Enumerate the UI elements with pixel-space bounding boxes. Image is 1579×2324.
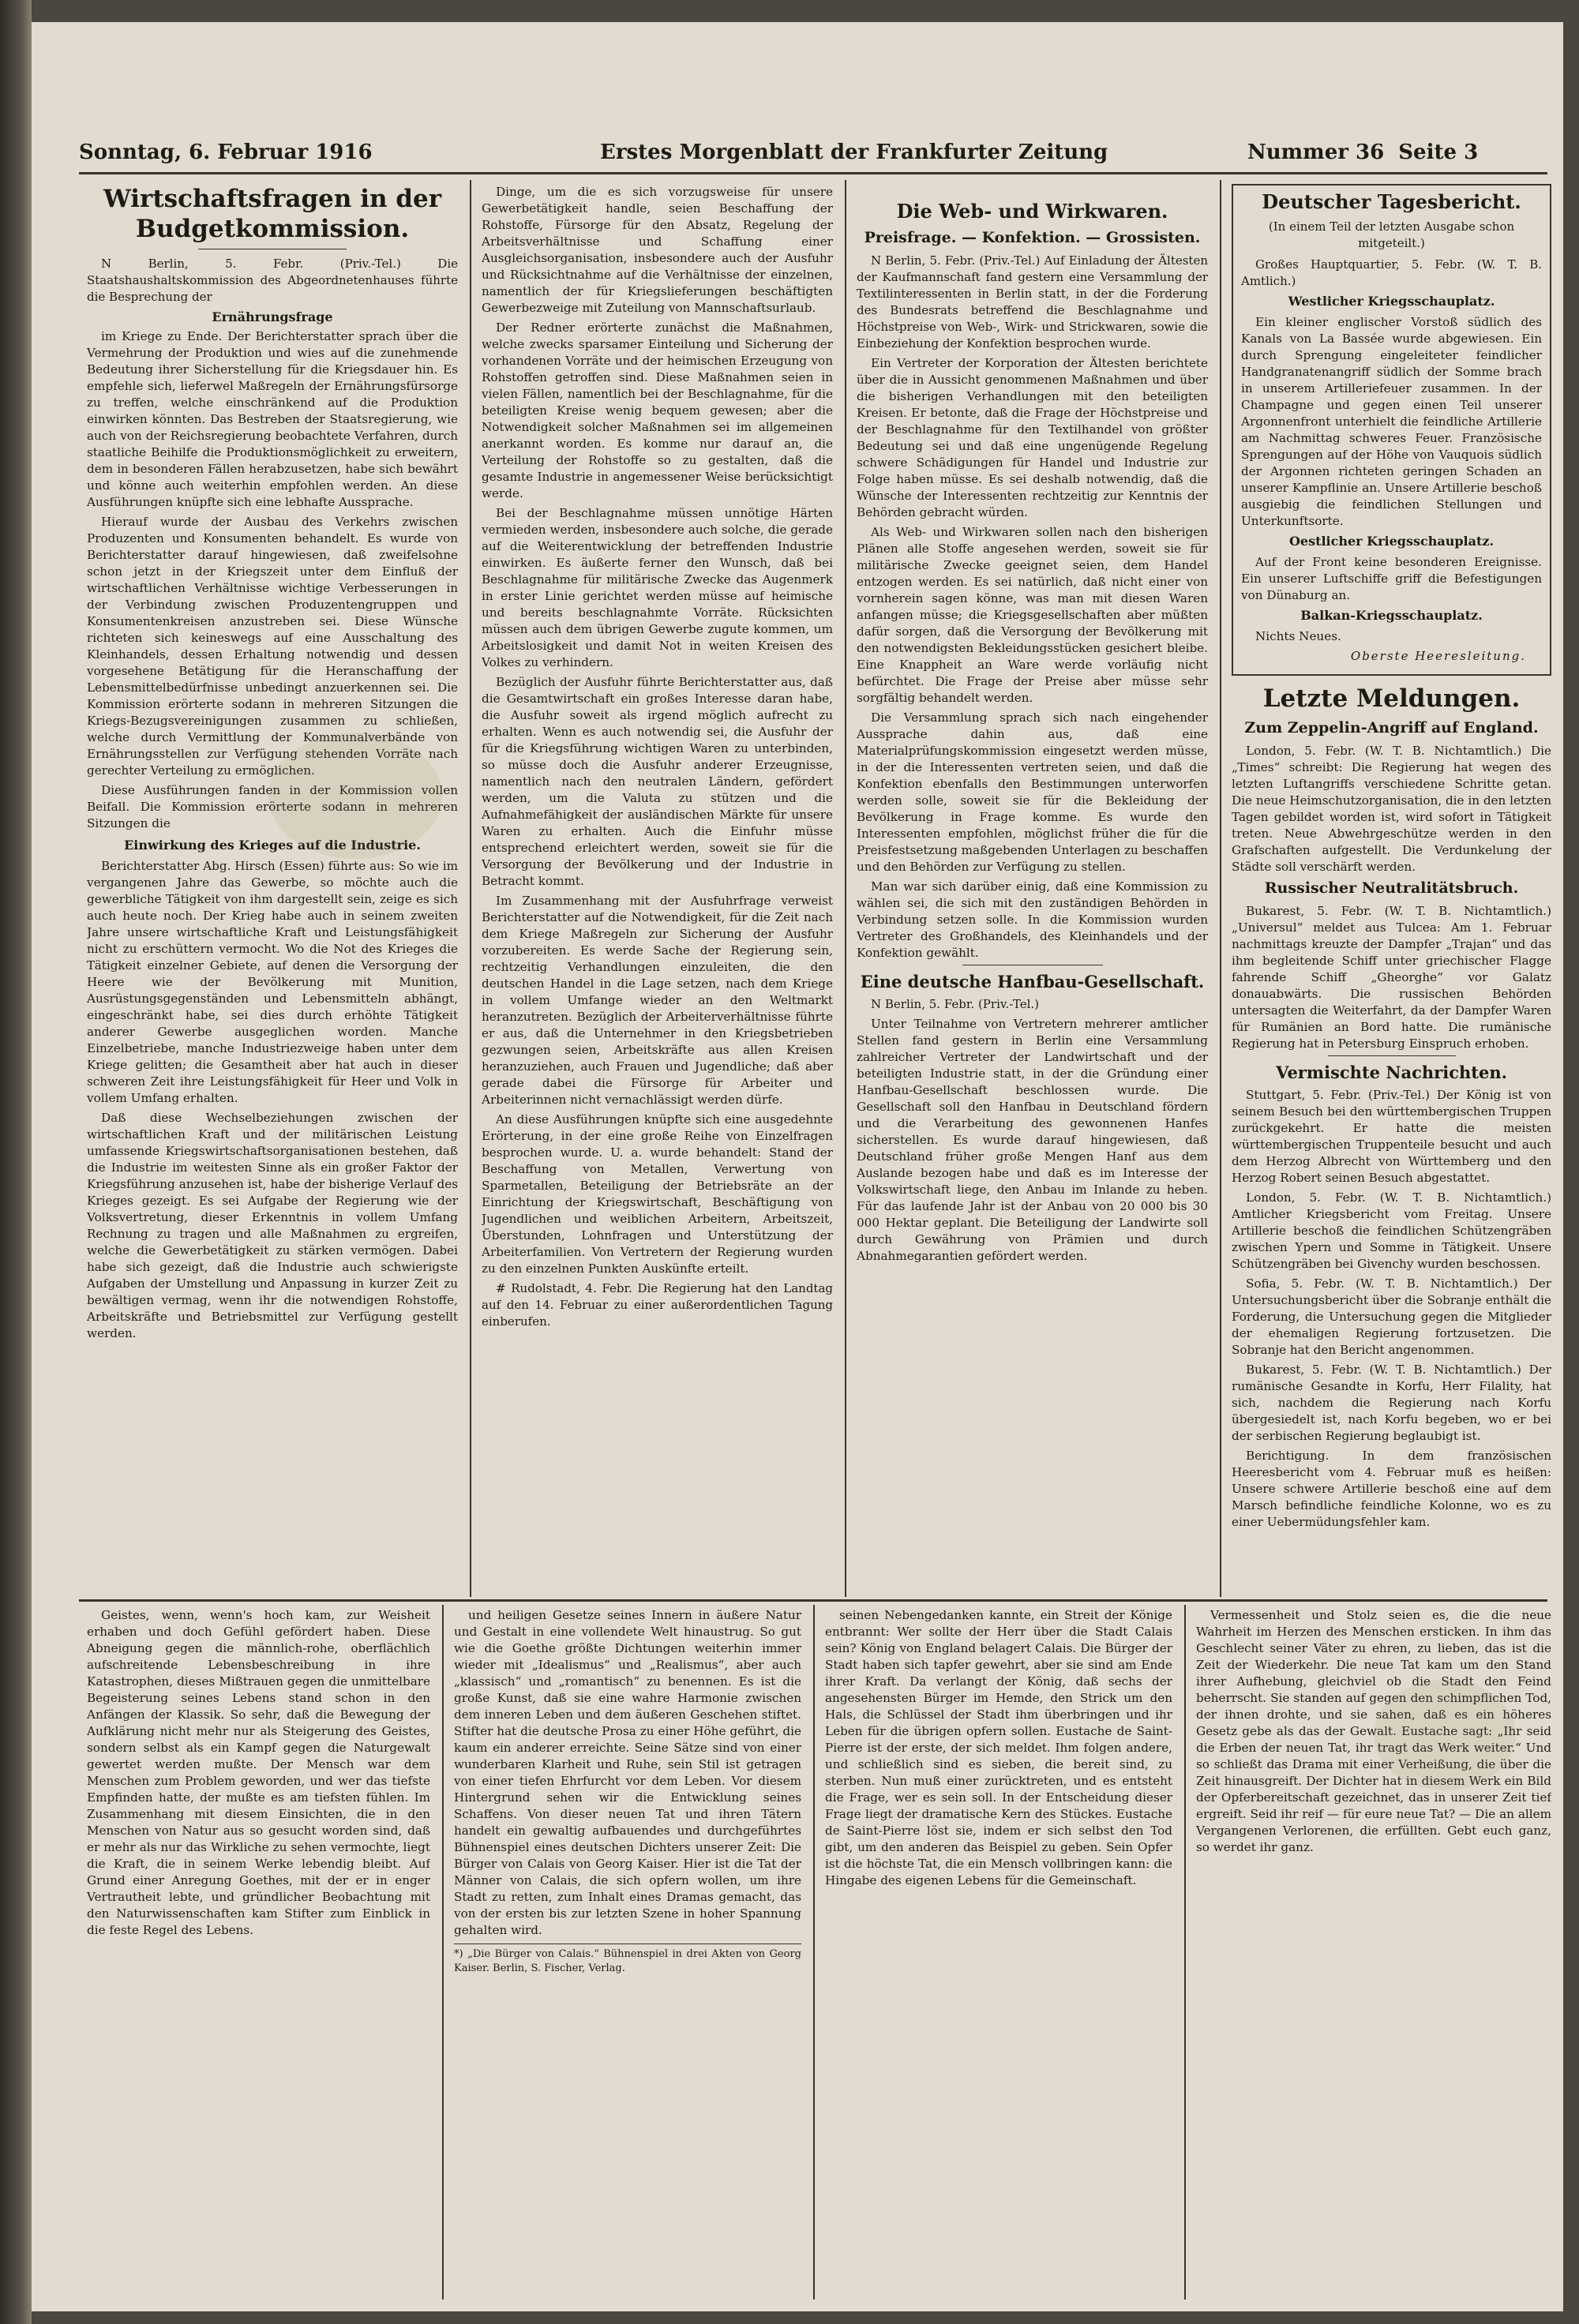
paragraph: Als Web- und Wirkwaren sollen nach den bisherigen Plänen alle Stoffe angesehen werden, soweit sie für militärische Zwecke geeignet seien, dem Handel entzogen werden. Es sei natürlich, daß nicht einer von vornherein sagen könne, was man mit diesen Waren anfangen müsse; die Kriegsgesellschaften aber müßten dafür sorgen, daß die Versorgung der Bevölkerung mit den notwendigsten Bekleidungsstücken gesichert bleibe. Eine Knappheit an Ware werde vorläufig nicht befürchtet. Die Frage der Preise aber müsse sehr sorgfältig behandelt werden. <box>857 525 1208 705</box>
column-divider-2 <box>845 180 846 1597</box>
paragraph: Vermessenheit und Stolz seien es, die die neue Wahrheit im Herzen des Menschen ersticken. In ihm das Geschlecht seiner Väter zu ehren, zu lieben, das ist die Zeit der Wiederkehr. Die neue Tat kam um den Stand ihrer Aufhebung, gleichviel ob die Stadt den Feind beherrscht. Sie standen auf gegen den schimpflichen Tod, der ihnen drohte, und sie sahen, daß es ein höheres Gesetz gebe als das der Gewalt. Eustache sagt: „Ihr seid die Erben der neuen Tat, ihr tragt das Werk weiter.“ Und so schließt das Drama mit einer Verheißung, die über die Zeit hinausgreift. Der Dichter hat in diesem Werk ein Bild der Opferbereitschaft gezeichnet, das in unserer Zeit tief ergreift. Seid ihr reif — für eure neue Tat? — Die an allem Vergangenen Verlorenen, die erfüllten. Gebt euch ganz, so werdet ihr ganz. <box>1196 1608 1551 1854</box>
paragraph: Hierauf wurde der Ausbau des Verkehrs zwischen Produzenten und Konsumenten behandelt. Es wurde von Berichterstatter darauf hingewiesen, daß zweifelsohne schon jetzt in der Kriegszeit unter dem Einfluß der wirtschaftlichen Verhältnisse wichtige Verbesserungen in der Verbindung zwischen Produzentengruppen und Konsumentenkreisen anzustreben sei. Diese Wünsche richteten sich keineswegs auf eine Ausschaltung des Kleinhandels, dessen Erhaltung notwendig und dessen vorgesehene Betätigung für die Heranschaffung der Lebensmittelbedürfnisse unbedingt anzuerkennen sei. Die Kommission erörterte sodann in mehreren Sitzungen die Kriegs-Bezugsvereinigungen zusammen zu schließen, welche durch Vermittlung der Kommunalverbände von Ernährungsstellen zur Verfügung stehenden Vorräte nach gerechter Verteilung zu ermöglichen. <box>87 515 458 778</box>
article-subtitle: Preisfrage. — Konfektion. — Grossisten. <box>864 229 1201 246</box>
paragraph: Diese Ausführungen fanden in der Kommission vollen Beifall. Die Kommission erörterte sodann in mehreren Sitzungen die <box>87 783 458 830</box>
paragraph: London, 5. Febr. (W. T. B. Nichtamtlich.) Amtlicher Kriegsbericht vom Freitag. Unsere Artillerie beschoß die feindlichen Schützengräben zwischen Ypern und Somme in Tätigkeit. Unsere Schützengräben bei Givenchy wurden beschossen. <box>1232 1190 1551 1271</box>
article-title: Letzte Meldungen. <box>1262 684 1521 713</box>
header-rule <box>79 172 1547 174</box>
paragraph: und heiligen Gesetze seines Innern in äußere Natur und Gestalt in eine vollendete Welt hinaustrug. So gut wie die Goethe größte Dichtungen weiterhin immer wieder mit „Idealismus“ und „Realismus“, aber auch „klassisch“ und „romantisch“ zu benennen. Es ist die große Kunst, daß sie eine wahre Harmonie zwischen dem inneren Leben und dem äußeren Geschehen stiftet. Stifter hat die deutsche Prosa zu einer Höhe geführt, die kaum ein anderer erreichte. Seine Sätze sind von einer wunderbaren Klarheit und Ruhe, sein Stil ist getragen von einer tiefen Ehrfurcht vor dem Leben. Vor diesem Hintergrund sehen wir die Entwicklung seines Schaffens. Von dieser neuen Tat und ihren Tätern handelt ein gewaltig aufbauendes und durchgeführtes Bühnenspiel eines deutschen Dichters unserer Zeit: Die Bürger von Calais von Georg Kaiser. Hier ist die Tat der Männer von Calais, die sich opfern wollen, um ihre Stadt zu retten, zum Inhalt eines Dramas gemacht, das von der ersten bis zur letzten Szene in hoher Spannung gehalten wird. <box>454 1608 801 1937</box>
feuilleton-column-3 <box>825 1607 1172 2298</box>
section-heading: Balkan-Kriegsschauplatz. <box>1300 608 1483 623</box>
paragraph: Geistes, wenn, wenn's hoch kam, zur Weisheit erhaben und doch Gefühl gefördert haben. Diese Abneigung gegen die männlich-rohe, oberflächlich aufschreitende Lebensbeschreibung in ihre Katastrophen, dieses Mißtrauen gegen die unmittelbare Begeisterung seines Lebens stand schon in den Anfängen der Klassik. So sehr, daß die Bewegung der Aufklärung nicht mehr nur als Steigerung des Geistes, sondern selbst als ein Kampf gegen die Naturgewalt gewertet werden mußte. Der Mensch war dem Menschen zum Problem geworden, und wer das tiefste Empfinden hatte, der mußte es am tiefsten fühlen. Im Zusammenhang mit diesem Einsichten, die in den Menschen von Natur aus so gesucht worden sind, daß er mehr als nur das Wirkliche zu sehen vermochte, liegt die Kraft, die in seinem Werke lebendig bleibt. Auf Grund einer Anregung Goethes, mit der er in enger Vertrautheit lebte, und gründlicher Beobachtung mit den Naturwissenschaften kam Stifter zum Einblick in die feste Regel des Lebens. <box>87 1608 430 1937</box>
section-heading: Russischer Neutralitätsbruch. <box>1264 879 1519 897</box>
article-continuation <box>482 184 833 1593</box>
feuilleton-column-2 <box>454 1607 801 2298</box>
paragraph: Sofia, 5. Febr. (W. T. B. Nichtamtlich.) Der Untersuchungsbericht über die Sobranje enthält die Forderung, die Untersuchung gegen die Mitglieder der ehemaligen Regierung fortzusetzen. Die Sobranje hat den Bericht angenommen. <box>1232 1276 1551 1357</box>
paragraph: Stuttgart, 5. Febr. (Priv.-Tel.) Der König ist von seinem Besuch bei den württembergischen Truppen zurückgekehrt. Er hatte die meisten württembergischen Truppenteile besucht und auch dem Herzog Albrecht von Württemberg und den Herzog Robert seinen Besuch abgestattet. <box>1232 1088 1551 1185</box>
paragraph: Nichts Neues. <box>1255 629 1341 643</box>
section-heading: Westlicher Kriegsschauplatz. <box>1288 294 1495 309</box>
binding-spine <box>0 0 32 2324</box>
footnote: *) „Die Bürger von Calais.“ Bühnenspiel in drei Akten von Georg Kaiser. Berlin, S. Fischer, Verlag. <box>454 1944 801 1976</box>
column-divider-1 <box>470 180 471 1597</box>
header-date: Sonntag, 6. Februar 1916 <box>79 141 373 164</box>
dateline: # Rudolstadt, 4. Febr. Die Regierung hat den Landtag auf den 14. Februar zu einer außerordentlichen Tagung einberufen. <box>482 1281 833 1329</box>
header-masthead: Erstes Morgenblatt der Frankfurter Zeitung <box>600 141 1108 164</box>
dateline: N Berlin, 5. Febr. (Priv.-Tel.) <box>871 997 1040 1011</box>
newspaper-page <box>32 22 1563 2311</box>
article-subtitle: Zum Zeppelin-Angriff auf England. <box>1244 719 1539 737</box>
issue-number: Nummer 36 <box>1247 141 1385 164</box>
dateline: N Berlin, 5. Febr. (Priv.-Tel.) Die Staatshaushaltskommission des Abgeordnetenhauses führte die Besprechung der <box>87 257 458 304</box>
article-title: Vermischte Nachrichten. <box>1276 1063 1507 1082</box>
paragraph: London, 5. Febr. (W. T. B. Nichtamtlich.) Die „Times“ schreibt: Die Regierung hat wegen des letzten Luftangriffs verschiedene Schritte getan. Die neue Heimschutzorganisation, die in den letzten Tagen gebildet worden ist, wird sofort in Tätigkeit treten. Neue Abwehrgeschütze werden in den Grafschaften aufgestellt. Die Verdunkelung der Städte soll verschärft werden. <box>1232 744 1551 874</box>
section-heading: Ernährungsfrage <box>212 309 333 324</box>
dateline: N Berlin, 5. Febr. (Priv.-Tel.) Auf Einladung der Ältesten der Kaufmannschaft fand gestern eine Versammlung der Textilinteressenten in Berlin statt, in der die Forderung des Bundesrats betreffend die Beschlagnahme und Höchstpreise von Web-, Wirk- und Strickwaren, sowie die Einbeziehung der Konfektion besprochen wurde. <box>857 253 1208 350</box>
paragraph: Berichtigung. In dem französischen Heeresbericht vom 4. Februar muß es heißen: Unsere schwere Artillerie beschoß eine auf dem Marsch befindliche feindliche Kolonne, wo es zu einer Uebermüdungsfehler kam. <box>1232 1449 1551 1529</box>
headline-divider <box>1328 1055 1456 1056</box>
tagesbericht-box <box>1232 184 1551 676</box>
paragraph: Bukarest, 5. Febr. (W. T. B. Nichtamtlich.) „Universul“ meldet aus Tulcea: Am 1. Februar nachmittags kreuzte der Dampfer „Trajan“ und das ihm begleitende Schiff unter griechischer Flagge fahrende Schiff „Gheorghe“ vor Galatz donauabwärts. Die russischen Behörden untersagten die Weiterfahrt, da der Dampfer Waren für Rumänien an Bord hatte. Die rumänische Regierung hat in Petersburg Einspruch erhoben. <box>1232 904 1551 1051</box>
article-budgetkommission <box>87 184 458 1593</box>
dateline: Großes Hauptquartier, 5. Febr. (W. T. B. Amtlich.) <box>1241 257 1542 288</box>
column-divider-3 <box>1220 180 1221 1597</box>
article-subtitle: (In einem Teil der letzten Ausgabe schon mitgeteilt.) <box>1268 219 1515 250</box>
paragraph: Dinge, um die es sich vorzugsweise für unsere Gewerbetätigkeit handle, seien Beschaffung der Rohstoffe, Fürsorge für den Absatz, Regelung der Arbeitsverhältnisse und Schaffung einer Ausgleichsorganisation, insbesondere auch der Ausfuhr und Rücksichtnahme auf die Verhältnisse der einzelnen, namentlich der für Kriegslieferungen beschäftigten Gewerbezweige mit Zuteilung von Mannschaftsurlaub. <box>482 185 833 315</box>
paragraph: Bei der Beschlagnahme müssen unnötige Härten vermieden werden, insbesondere auch solche, die gerade auf die Weiterentwicklung der betreffenden Industrie einwirken. Es äußerte ferner den Wunsch, daß bei Beschlagnahme für militärische Zwecke das Augenmerk in erster Linie gerichtet werden müsse auf heimische und bereits beschlagnahmte Vorräte. Rücksichten müssen auch dem übrigen Gewerbe zugute kommen, um Arbeitslosigkeit und damit Not in weiten Kreisen des Volkes zu verhindern. <box>482 506 833 669</box>
feuilleton-rule <box>79 1599 1547 1602</box>
paragraph: Man war sich darüber einig, daß eine Kommission zu wählen sei, die sich mit den zuständigen Behörden in Verbindung setzen solle. In die Kommission wurden Vertreter des Großhandels, des Kleinhandels und der Konfektion gewählt. <box>857 879 1208 960</box>
paragraph: Ein kleiner englischer Vorstoß südlich des Kanals von La Bassée wurde abgewiesen. Ein durch Sprengung eingeleiteter feindlicher Handgranatenangriff südlich der Somme brach in unserem Artilleriefeuer zusammen. In der Champagne und gegen einen Teil unserer Argonnenfront unterhielt die feindliche Artillerie am Nachmittag schweres Feuer. Französische Sprengungen auf der Höhe von Vauquois südlich der Argonnen richteten geringen Schaden an unserer Kampflinie an. Unsere Artillerie beschoß ausgiebig die feindlichen Stellungen und Unterkunftsorte. <box>1241 315 1542 528</box>
paragraph: im Kriege zu Ende. Der Berichterstatter sprach über die Vermehrung der Produktion und wies auf die zunehmende Bedeutung ihrer Sicherstellung für die Kriegsdauer hin. Es empfehle sich, lieferwel Maßregeln der Ernährungsfürsorge zu treffen, welche einschränkend auf die Produktion einwirken könnten. Das Bestreben der Staatsregierung, wie auch von der Reichsregierung beobachtete Verfahren, durch staatliche Beihilfe die Produktionsmöglichkeit zu erweitern, dem in besonderen Fällen herabzusetzen, habe sich bewährt und könne auch weiterhin empfohlen werden. An diese Ausführungen knüpfte sich eine lebhafte Aussprache. <box>87 329 458 509</box>
paragraph: seinen Nebengedanken kannte, ein Streit der Könige entbrannt: Wer sollte der Herr über die Stadt Calais sein? König von England belagert Calais. Die Bürger der Stadt haben sich tapfer gewehrt, aber sie sind am Ende ihrer Kraft. Da verlangt der König, daß sechs der angesehensten Bürger im Hemde, den Strick um den Hals, die Schlüssel der Stadt ihm überbringen und ihr Leben für die übrigen opfern sollen. Eustache de Saint-Pierre ist der erste, der sich meldet. Ihm folgen andere, und schließlich sind es sieben, die bereit sind, zu sterben. Nun muß einer zurücktreten, und es entsteht die Frage, wer es sein soll. In der Entscheidung dieser Frage liegt der dramatische Kern des Stückes. Eustache de Saint-Pierre löst sie, indem er sich selbst den Tod gibt, um den anderen das Beispiel zu geben. Sein Opfer ist die höchste Tat, die ein Mensch vollbringen kann: die Hingabe des eigenen Lebens für die Gemeinschaft. <box>825 1608 1172 1887</box>
paragraph: Der Redner erörterte zunächst die Maßnahmen, welche zwecks sparsamer Einteilung und Sicherung der vorhandenen Vorräte und der heimischen Erzeugung von Rohstoffen getroffen sind. Diese Maßnahmen seien in vielen Fällen, namentlich bei der Beschlagnahme, für die beteiligten Kreise wenig bequem gewesen; aber die Notwendigkeit solcher Maßnahmen sei im allgemeinen anerkannt worden. Es komme nur darauf an, die Verteilung der Rohstoffe so zu gestalten, daß die gesamte Industrie in angemessener Weise berücksichtigt werde. <box>482 320 833 500</box>
section-heading: Einwirkung des Krieges auf die Industrie. <box>124 838 421 853</box>
article-webwaren <box>857 184 1208 1593</box>
feuilleton-divider-1 <box>442 1605 444 2300</box>
paragraph: Ein Vertreter der Korporation der Ältesten berichtete über die in Aussicht genommenen Maßnahmen und über die bisherigen Verhandlungen mit den beteiligten Kreisen. Er betonte, daß die Frage der Höchstpreise und der Beschlagnahme für den Textilhandel von größter Bedeutung sei und daß eine ungenügende Regelung schwere Schädigungen für Handel und Industrie zur Folge haben müsse. Es sei deshalb notwendig, daß die Wünsche der Interessenten rechtzeitig zur Kenntnis der Behörden gebracht würden. <box>857 356 1208 519</box>
paragraph: Daß diese Wechselbeziehungen zwischen der wirtschaftlichen Kraft und der militärischen Leistung umfassende Kriegswirtschaftsorganisationen bestehen, daß die Industrie im weitesten Sinne als ein großer Faktor der Kriegsführung anzusehen ist, habe der bisherige Verlauf des Krieges gezeigt. Es sei Aufgabe der Regierung wie der Volksvertretung, dieser Erkenntnis in vollem Umfang Rechnung zu tragen und alle Maßnahmen zu ergreifen, welche die Gewerbetätigkeit zu stärken vermögen. Dabei habe sich gezeigt, daß die Industrie auch schwierigste Aufgaben der Umstellung und Anpassung in kurzer Zeit zu bewältigen vermag, wenn ihr die notwendigen Rohstoffe, Arbeitskräfte und Betriebsmittel zur Verfügung gestellt werden. <box>87 1111 458 1340</box>
paragraph: Die Versammlung sprach sich nach eingehender Aussprache dahin aus, daß eine Materialprüfungskommission eingesetzt werden müsse, in der die Interessenten vertreten seien, und daß die Konfektion ebenfalls den Bestimmungen unterworfen werden solle, soweit sie für die Bekleidung der Bevölkerung in Frage komme. Es wurde den Interessenten empfohlen, möglichst früher die für die Preisfestsetzung maßgebenden Unterlagen zu beschaffen und den Behörden zur Verfügung zu stellen. <box>857 710 1208 874</box>
article-title: Deutscher Tagesbericht. <box>1262 190 1521 213</box>
section-heading: Oestlicher Kriegsschauplatz. <box>1288 534 1495 549</box>
feuilleton-divider-2 <box>813 1605 815 2300</box>
paragraph: Im Zusammenhang mit der Ausfuhrfrage verweist Berichterstatter auf die Notwendigkeit, für die Zeit nach dem Kriege Maßregeln zur Sicherung der Ausfuhr vorzubereiten. Es werde Sache der Regierung sein, rechtzeitig Verhandlungen einzuleiten, die den deutschen Handel in die Lage setzen, nach dem Kriege in vollem Umfange wieder an den Weltmarkt heranzutreten. Bezüglich der Arbeiterverhältnisse führte er aus, daß die Unternehmer in den Kriegsbetrieben gezwungen seien, Arbeitskräfte aus allen Kreisen heranzuziehen, auch Frauen und Jugendliche; daß aber gerade dabei die Fürsorge für Arbeiter und Arbeiterinnen nicht vernachlässigt werden dürfe. <box>482 894 833 1107</box>
paragraph: Bukarest, 5. Febr. (W. T. B. Nichtamtlich.) Der rumänische Gesandte in Korfu, Herr Filality, hat sich, nachdem die Regierung nach Korfu übergesiedelt ist, nach Korfu begeben, wo er bei der serbischen Regierung beglaubigt ist. <box>1232 1363 1551 1443</box>
header-issue <box>1247 141 1478 164</box>
paragraph: An diese Ausführungen knüpfte sich eine ausgedehnte Erörterung, in der eine große Reihe von Einzelfragen besprochen wurde. U. a. wurde behandelt: Stand der Beschaffung von Metallen, Verwertung von Sparmetallen, Beteiligung der Betriebsräte an der Einrichtung der Kriegswirtschaft, Beschäftigung von Jugendlichen und weiblichen Arbeitern, Arbeitszeit, Überstunden, Lohnfragen und Unterstützung der Arbeiterfamilien. Von Vertretern der Regierung wurden zu den einzelnen Punkten Auskünfte erteilt. <box>482 1112 833 1276</box>
paragraph: Auf der Front keine besonderen Ereignisse. Ein unserer Luftschiffe griff die Befestigungen von Dünaburg an. <box>1241 555 1542 602</box>
article-title: Wirtschaftsfragen in der Budgetkommission. <box>103 185 442 243</box>
feuilleton-divider-3 <box>1184 1605 1186 2300</box>
news-column <box>1232 184 1551 1593</box>
paragraph: Berichterstatter Abg. Hirsch (Essen) führte aus: So wie im vergangenen Jahre das Gewerbe, so möchte auch die gewerbliche Tätigkeit von ihm dargestellt sein, zeige es sich auch heute noch. Der Krieg habe auch in seinem zweiten Jahre unsere wirtschaftliche Kraft und Leistungsfähigkeit nicht zu erschüttern vermocht. Wo die Not des Krieges die Tätigkeit einzelner Gebiete, auf denen die Versorgung der Heere wie der Bevölkerung mit Munition, Ausrüstungsgegenständen und Lebensmitteln abhängt, eingeschränkt habe, sei dies durch erhöhte Tätigkeit anderer Gewerbe ausgeglichen worden. Manche Einzelbetriebe, manche Industriezweige haben unter dem Kriege gelitten; die Gesamtheit aber hat auch in dieser schweren Zeit ihre Leistungsfähigkeit für Heer und Volk in vollem Umfang erhalten. <box>87 859 458 1105</box>
paragraph: Unter Teilnahme von Vertretern mehrerer amtlicher Stellen fand gestern in Berlin eine Versammlung zahlreicher Vertreter der Landwirtschaft und der beteiligten Industrie statt, in der die Gründung einer Hanfbau-Gesellschaft beschlossen wurde. Die Gesellschaft soll den Hanfbau in Deutschland fördern und die Verarbeitung des gewonnenen Hanfes sicherstellen. Es wurde darauf hingewiesen, daß Deutschland früher große Mengen Hanf aus dem Auslande bezogen habe und daß es im Interesse der Volkswirtschaft liege, den Anbau im Inlande zu heben. Für das laufende Jahr ist der Anbau von 20 000 bis 30 000 Hektar geplant. Die Beteiligung der Landwirte soll durch Gewährung von Prämien und durch Abnahmegarantien gefördert werden. <box>857 1017 1208 1263</box>
page-number: Seite 3 <box>1398 141 1479 164</box>
signature: Oberste Heeresleitung. <box>1350 649 1526 663</box>
paper-stain <box>268 733 442 859</box>
paper-stain <box>1374 1680 1516 1790</box>
paragraph: Bezüglich der Ausfuhr führte Berichterstatter aus, daß die Gesamtwirtschaft ein großes Interesse daran habe, die Ausfuhr soweit als irgend möglich aufrecht zu erhalten. Wenn es auch notwendig sei, die Ausfuhr der für die Kriegsführung wichtigen Waren zu unterbinden, so müsse doch die Ausfuhr anderer Erzeugnisse, namentlich nach den neutralen Ländern, gefördert werden, um die Valuta zu stützen und die Aufnahmefähigkeit der ausländischen Märkte für unsere Waren zu erhalten. Auch die Einfuhr müsse entsprechend erleichtert werden, soweit sie für die Versorgung der Bevölkerung und der Industrie in Betracht kommt. <box>482 675 833 888</box>
feuilleton-column-1 <box>87 1607 430 2298</box>
article-title: Die Web- und Wirkwaren. <box>896 200 1168 223</box>
article-title: Eine deutsche Hanfbau-Gesellschaft. <box>860 972 1205 991</box>
